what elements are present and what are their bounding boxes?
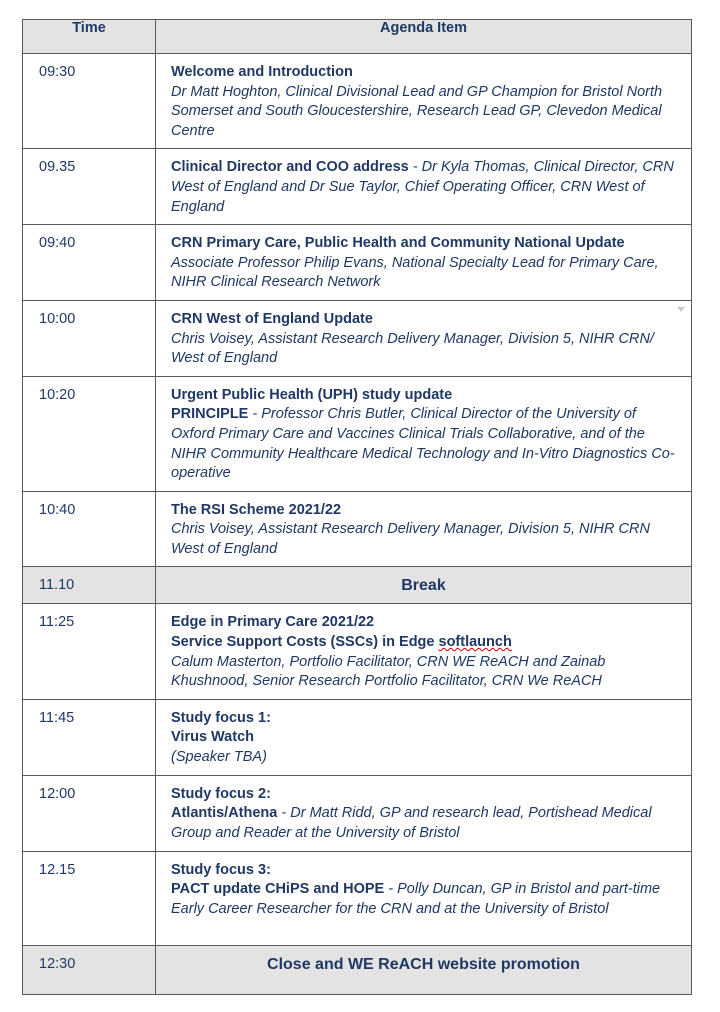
- agenda-time: 09.35: [23, 149, 156, 225]
- agenda-separator: -: [277, 805, 291, 822]
- agenda-row: [23, 775, 692, 851]
- agenda-item: [156, 376, 692, 491]
- agenda-time: 11:25: [23, 604, 156, 699]
- agenda-title: Close and WE ReACH website promotion: [156, 945, 692, 994]
- agenda-title: Study focus 2:: [171, 785, 271, 802]
- agenda-speaker: (Speaker TBA): [171, 749, 267, 766]
- agenda-row: [23, 491, 692, 567]
- agenda-item: [156, 851, 692, 945]
- time-column-header: Time: [23, 20, 156, 54]
- agenda-speaker: Associate Professor Philip Evans, National Specialty Lead for Primary Care, NIHR Clinical Research Network: [171, 254, 659, 291]
- agenda-title: Urgent Public Health (UPH) study update: [171, 386, 453, 403]
- agenda-item: [156, 149, 692, 225]
- agenda-speaker: Chris Voisey, Assistant Research Delivery Manager, Division 5, NIHR CRN/ West of England: [171, 330, 654, 367]
- agenda-table: [22, 19, 692, 995]
- agenda-speaker: Dr Matt Hoghton, Clinical Divisional Lead and GP Champion for Bristol North Somerset and South Gloucestershire, Research Lead GP, Clevedon Medical Centre: [171, 83, 663, 139]
- agenda-row: [23, 149, 692, 225]
- agenda-title: Study focus 1:: [171, 709, 271, 726]
- agenda-subtitle: Atlantis/Athena: [171, 805, 278, 822]
- agenda-title: Clinical Director and COO address: [171, 159, 409, 176]
- header-row: [23, 20, 692, 54]
- agenda-title: The RSI Scheme 2021/22: [171, 501, 342, 518]
- agenda-time: 12:30: [23, 945, 156, 994]
- agenda-subtitle: PACT update CHiPS and HOPE: [171, 881, 385, 898]
- agenda-subtitle-text: Service Support Costs (SSCs) in Edge: [171, 634, 439, 651]
- agenda-time: 10:40: [23, 491, 156, 567]
- agenda-speaker: Polly Duncan, GP in Bristol and part-time Early Career Researcher for the CRN and at the University of Bristol: [171, 881, 661, 917]
- agenda-time: 12.15: [23, 851, 156, 945]
- agenda-separator: -: [248, 406, 262, 423]
- break-label: Break: [156, 567, 692, 604]
- agenda-title: Welcome and Introduction: [171, 64, 353, 80]
- agenda-title: CRN Primary Care, Public Health and Community National Update: [171, 235, 625, 252]
- agenda-speaker: Calum Masterton, Portfolio Facilitator, CRN WE ReACH and Zainab Khushnood, Senior Research Portfolio Facilitator, CRN We ReACH: [171, 653, 606, 690]
- agenda-time: 09:30: [23, 54, 156, 149]
- agenda-speaker: Dr Matt Ridd, GP and research lead, Portishead Medical Group and Reader at the University of Bristol: [171, 805, 652, 841]
- agenda-row: [23, 300, 692, 376]
- agenda-row: [23, 851, 692, 945]
- agenda-row: [23, 604, 692, 699]
- agenda-speaker: Professor Chris Butler, Clinical Director of the University of Oxford Primary Care and Vaccines Clinical Trials Collaborative, and of the NIHR Community Healthcare Medical Technology and In-Vitro Diagnostics Co-operative: [171, 406, 675, 482]
- agenda-item: [156, 54, 692, 149]
- agenda-subtitle: PRINCIPLE: [171, 406, 249, 423]
- agenda-row: [23, 54, 692, 149]
- agenda-row: [23, 945, 692, 994]
- agenda-item: [156, 491, 692, 567]
- agenda-subtitle: Virus Watch: [171, 729, 254, 746]
- agenda-item: [156, 604, 692, 699]
- agenda-title: Study focus 3:: [171, 861, 271, 878]
- agenda-time: 10:00: [23, 300, 156, 376]
- agenda-separator: -: [408, 159, 422, 176]
- agenda-item: [156, 699, 692, 775]
- agenda-title: Edge in Primary Care 2021/22: [171, 614, 375, 631]
- agenda-time: 12:00: [23, 775, 156, 851]
- agenda-speaker: Chris Voisey, Assistant Research Delivery Manager, Division 5, NIHR CRN West of England: [171, 521, 650, 557]
- agenda-row: [23, 225, 692, 301]
- agenda-row: [23, 376, 692, 491]
- agenda-item: [156, 775, 692, 851]
- agenda-time: 09:40: [23, 225, 156, 301]
- agenda-item: [156, 300, 692, 376]
- agenda-time: 11:45: [23, 699, 156, 775]
- agenda-row: [23, 699, 692, 775]
- agenda-title: CRN West of England Update: [171, 310, 373, 327]
- agenda-time: 10:20: [23, 376, 156, 491]
- agenda-separator: -: [384, 881, 398, 898]
- agenda-speaker: Dr Kyla Thomas, Clinical Director, CRN West of England and Dr Sue Taylor, Chief Operating Officer, CRN West of England: [171, 159, 674, 215]
- agenda-item-column-header: Agenda Item: [156, 20, 692, 54]
- dropdown-marker-icon[interactable]: [677, 307, 685, 312]
- spellcheck-word: softlaunch: [438, 634, 512, 651]
- agenda-time: 11.10: [23, 567, 156, 604]
- agenda-item: [156, 225, 692, 301]
- agenda-subtitle: [171, 633, 683, 653]
- break-row: [23, 567, 692, 604]
